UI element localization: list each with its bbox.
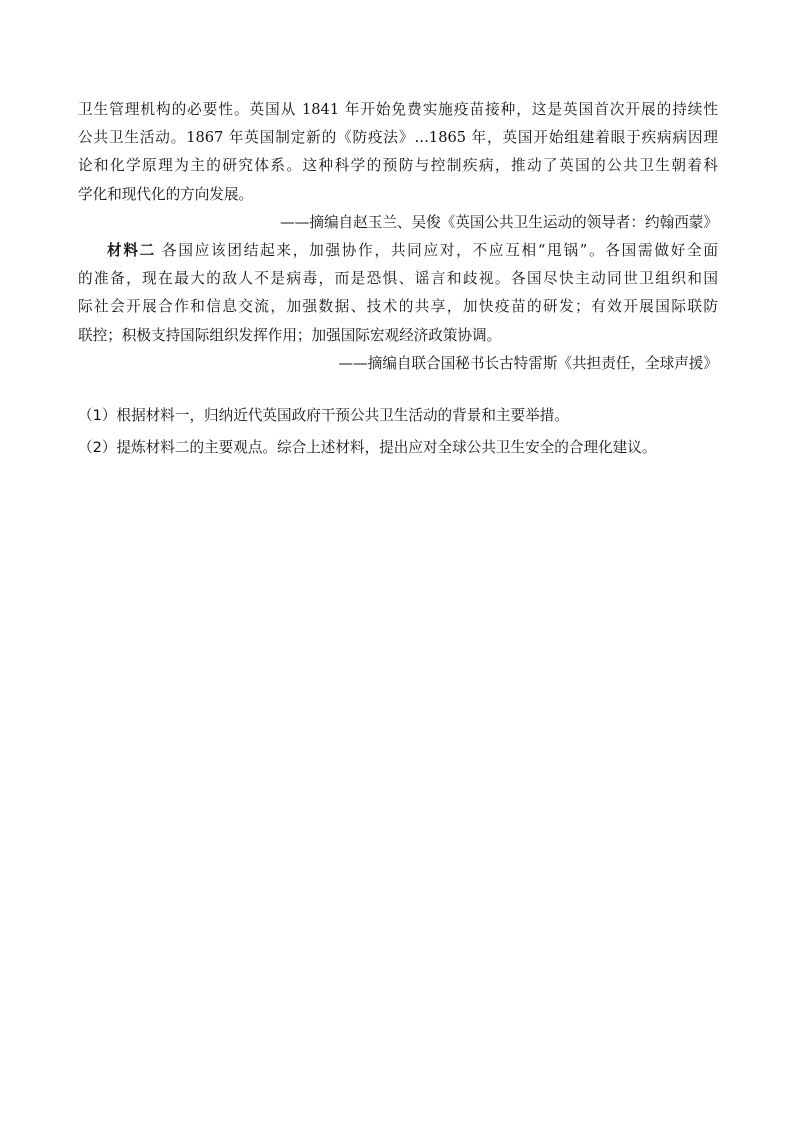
material-one-line: 论和化学原理为主的研究体系。这种科学的预防与控制疾病，推动了英国的公共卫生朝着科 bbox=[78, 157, 718, 175]
material-two-line: 的准备，现在最大的敌人不是病毒，而是恐惧、谣言和歧视。各国尽快主动同世卫组织和国 bbox=[78, 270, 718, 288]
material-two-first-line bbox=[78, 237, 718, 265]
material-two-line: 各国应该团结起来，加强协作，共同应对，不应互相“甩锅”。各国需做好全面 bbox=[162, 242, 718, 260]
materials-section bbox=[78, 96, 718, 378]
material-one-paragraph bbox=[78, 96, 718, 209]
material-two-paragraph bbox=[78, 237, 718, 350]
material-two-source: ——摘编自联合国秘书长古特雷斯《共担责任，全球声援》 bbox=[338, 354, 718, 372]
question-2: （2）提炼材料二的主要观点。综合上述材料，提出应对全球公共卫生安全的合理化建议。 bbox=[78, 439, 657, 456]
material-one-line: 学化和现代化的方向发展。 bbox=[78, 185, 254, 203]
questions-section bbox=[78, 400, 738, 464]
material-two-line: 际社会开展合作和信息交流，加强数据、技术的共享，加快疫苗的研发；有效开展国际联防 bbox=[78, 298, 718, 316]
material-two-line: 联控；积极支持国际组织发挥作用；加强国际宏观经济政策协调。 bbox=[78, 326, 502, 344]
material-one-source: ——摘编自赵玉兰、吴俊《英国公共卫生运动的领导者：约翰西蒙》 bbox=[280, 213, 718, 231]
material-two-label: 材料二 bbox=[107, 242, 157, 260]
material-one-line: 公共卫生活动。1867 年英国制定新的《防疫法》…1865 年，英国开始组建着眼于疾病病因理 bbox=[78, 129, 718, 147]
question-1: （1）根据材料一，归纳近代英国政府干预公共卫生活动的背景和主要举措。 bbox=[78, 407, 569, 424]
material-one-line: 卫生管理机构的必要性。英国从 1841 年开始免费实施疫苗接种，这是英国首次开展的持续性 bbox=[78, 101, 718, 118]
